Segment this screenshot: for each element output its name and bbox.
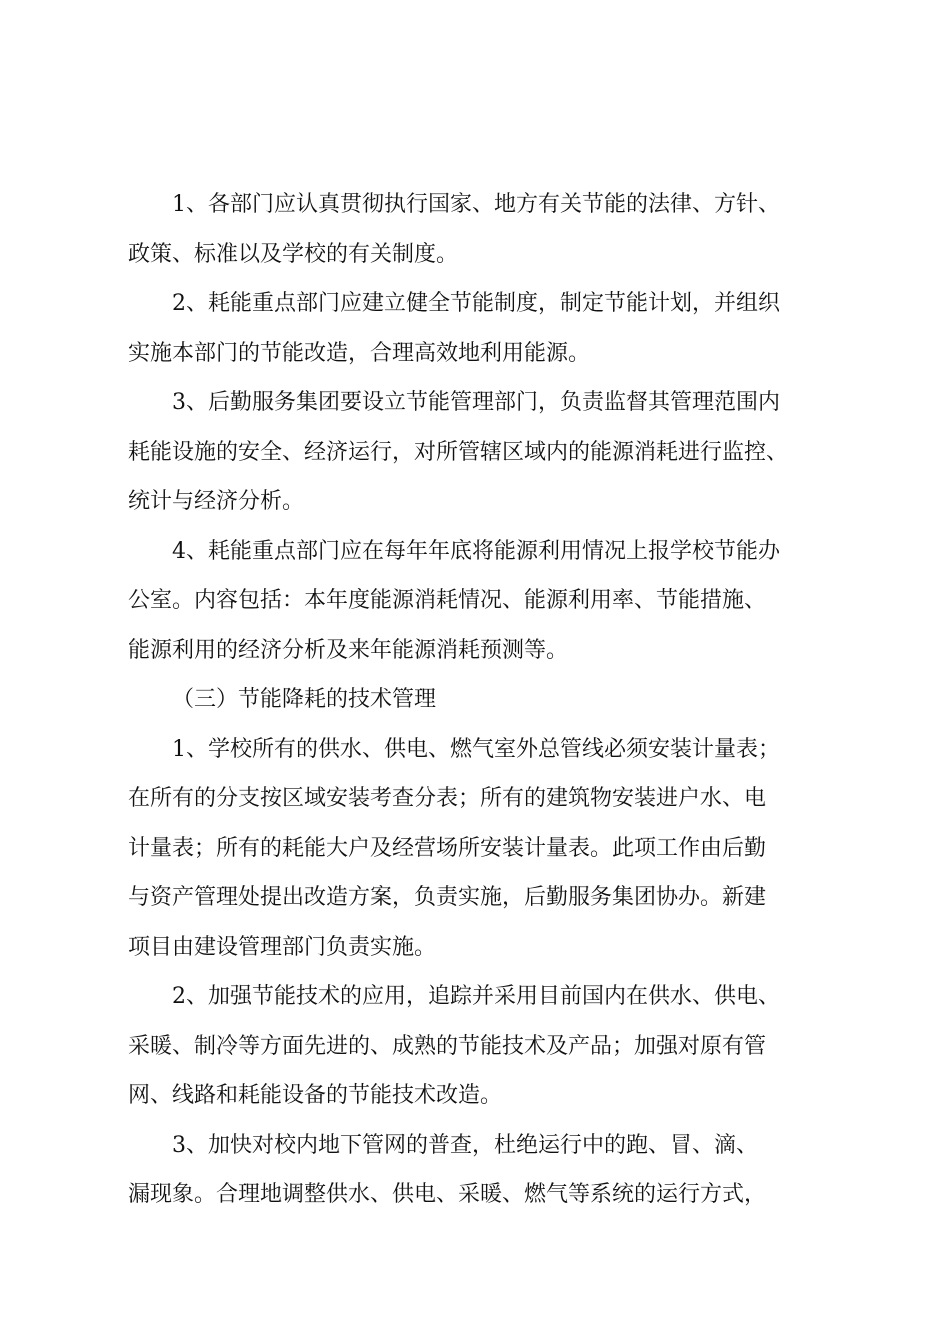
paragraph-line: 统计与经济分析。 (128, 489, 305, 514)
paragraph-line: 公室。内容包括：本年度能源消耗情况、能源利用率、节能措施、 (128, 588, 767, 613)
paragraph-line: 1、学校所有的供水、供电、燃气室外总管线必须安装计量表； (172, 736, 780, 762)
section-heading (128, 675, 836, 725)
paragraph-line: 计量表；所有的耗能大户及经营场所安装计量表。此项工作由后勤 (128, 835, 767, 861)
paragraph-line: 网、线路和耗能设备的节能技术改造。 (128, 1083, 503, 1108)
paragraph-line: 采暖、制冷等方面先进的、成熟的节能技术及产品；加强对原有管 (128, 1033, 767, 1059)
paragraph-line: 1、各部门应认真贯彻执行国家、地方有关节能的法律、方针、 (172, 192, 780, 217)
paragraph-line: 2、加强节能技术的应用，追踪并采用目前国内在供水、供电、 (172, 984, 780, 1009)
paragraph-line: 4、耗能重点部门应在每年年底将能源利用情况上报学校节能办 (172, 538, 780, 564)
heading-line: （三）节能降耗的技术管理 (172, 687, 437, 712)
paragraph-line: 3、后勤服务集团要设立节能管理部门，负责监督其管理范围内 (172, 390, 780, 415)
paragraph-line: 能源利用的经济分析及来年能源消耗预测等。 (128, 637, 569, 663)
paragraph-line: 3、加快对校内地下管网的普查，杜绝运行中的跑、冒、滴、 (172, 1132, 758, 1158)
paragraph-line: 实施本部门的节能改造，合理高效地利用能源。 (128, 340, 591, 366)
paragraph-4 (128, 527, 836, 676)
document-body (128, 180, 836, 1220)
paragraph-7 (128, 1121, 836, 1220)
paragraph-line: 2、耗能重点部门应建立健全节能制度，制定节能计划，并组织 (172, 291, 780, 316)
paragraph-3 (128, 378, 836, 527)
paragraph-line: 漏现象。合理地调整供水、供电、采暖、燃气等系统的运行方式， (128, 1182, 767, 1207)
paragraph-line: 在所有的分支按区域安装考查分表；所有的建筑物安装进户水、电 (128, 786, 767, 811)
paragraph-2 (128, 279, 836, 378)
paragraph-1 (128, 180, 836, 279)
paragraph-line: 与资产管理处提出改造方案，负责实施，后勤服务集团协办。新建 (128, 885, 767, 910)
paragraph-line: 耗能设施的安全、经济运行，对所管辖区域内的能源消耗进行监控、 (128, 439, 789, 465)
paragraph-line: 项目由建设管理部门负责实施。 (128, 934, 437, 960)
paragraph-5 (128, 725, 836, 973)
paragraph-line: 政策、标准以及学校的有关制度。 (128, 241, 459, 267)
paragraph-6 (128, 972, 836, 1121)
